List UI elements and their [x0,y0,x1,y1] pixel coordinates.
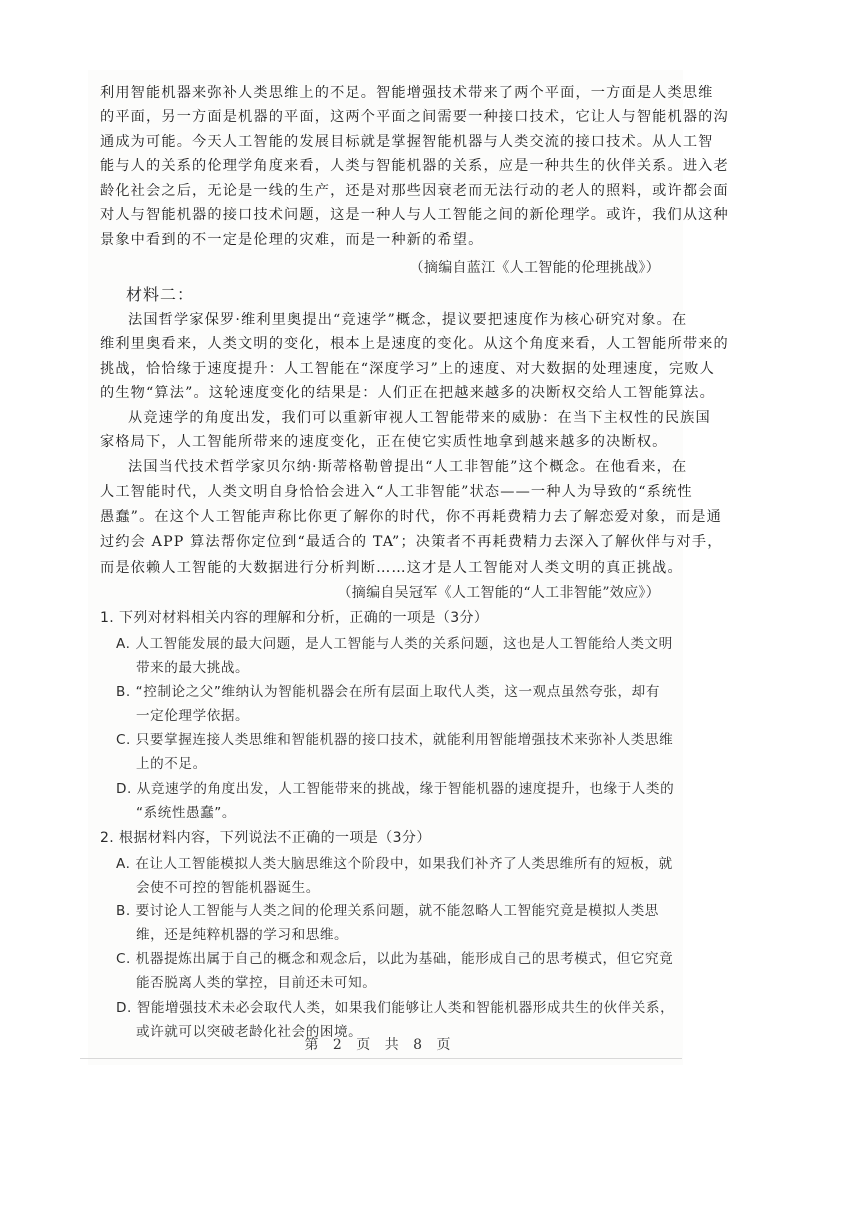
question2-option-b-cont: 维，还是纯粹机器的学习和思维。 [136,927,349,943]
question2-option-a-cont: 会使不可控的智能机器诞生。 [136,880,320,896]
question2-option-b: B. 要讨论人工智能与人类之间的伦理关系问题，就不能忽略人工智能究竟是模拟人类思 [116,903,659,919]
material1-line: 能与人的关系的伦理学角度来看，人类与智能机器的关系，应是一种共生的伙伴关系。进入老 [100,158,729,174]
question2-stem: 2. 根据材料内容，下列说法不正确的一项是（3分） [100,830,431,846]
bottom-divider [80,1058,682,1059]
material2-line: 的生物“算法”。这轮速度变化的结果是：人们正在把越来越多的决断权交给人工智能算法。 [100,385,715,401]
material1-line: 对人与智能机器的接口技术问题，这是一种人与人工智能之间的新伦理学。或许，我们从这种 [100,207,729,223]
question2-option-c: C. 机器提炼出属于自己的概念和观念后，以此为基础，能形成自己的思考模式，但它究竟 [116,951,674,967]
material2-source: （摘编自吴冠军《人工智能的“人工非智能”效应》） [337,585,660,601]
material2-heading: 材料二： [126,285,195,304]
material2-line: 而是依赖人工智能的大数据进行分析判断……这才是人工智能对人类文明的真正挑战。 [100,560,683,576]
material2-line: 过约会 APP 算法帮你定位到“最适合的 TA”；决策者不再耗费精力去深入了解伙伴与对手， [100,534,723,550]
question1-stem: 1. 下列对材料相关内容的理解和分析，正确的一项是（3分） [100,610,489,626]
question1-option-b-cont: 一定伦理学依据。 [136,708,250,724]
material2-line: 法国当代技术哲学家贝尔纳·斯蒂格勒曾提出“人工非智能”这个概念。在他看来，在 [128,459,688,475]
material1-line: 景象中看到的不一定是伦理的灾难，而是一种新的希望。 [100,232,484,248]
question2-option-c-cont: 能否脱离人类的掌控，目前还未可知。 [136,975,377,991]
question1-option-a-cont: 带来的最大挑战。 [136,660,250,676]
material2-line: 愚蠢”。在这个人工智能声称比你更了解你的时代，你不再耗费精力去了解恋爱对象，而是通 [100,509,722,525]
material2-line: 法国哲学家保罗·维利里奥提出“竞速学”概念，提议要把速度作为核心研究对象。在 [128,312,688,328]
question1-option-b: B. “控制论之父”维纳认为智能机器会在所有层面上取代人类，这一观点虽然夸张，却有 [116,684,660,700]
question1-option-d-cont: “系统性愚蠢”。 [136,805,237,821]
question2-option-d-cont: 或许就可以突破老龄化社会的困境。 [136,1024,363,1040]
material2-line: 维利里奥看来，人类文明的变化，根本上是速度的变化。从这个角度来看，人工智能所带来的 [100,336,729,352]
material1-line: 利用智能机器来弥补人类思维上的不足。智能增强技术带来了两个平面，一方面是人类思维 [100,85,714,101]
material2-line: 挑战，恰恰缘于速度提升：人工智能在“深度学习”上的速度、对大数据的处理速度，完败人 [100,361,715,377]
material1-line: 龄化社会之后，无论是一线的生产，还是对那些因衰老而无法行动的老人的照料，或许都会面 [100,183,729,199]
question1-option-c-cont: 上的不足。 [136,756,207,772]
question1-option-a: A. 人工智能发展的最大问题，是人工智能与人类的关系问题，这也是人工智能给人类文明 [116,636,673,652]
page-number: 第 2 页 共 8 页 [304,1037,456,1053]
question2-option-d: D. 智能增强技术未必会取代人类，如果我们能够让人类和智能机器形成共生的伙伴关系， [116,1000,675,1016]
material2-line: 人工智能时代，人类文明自身恰恰会进入“人工非智能”状态——一种人为导致的“系统性 [100,484,693,500]
material1-line: 的平面，另一方面是机器的平面，这两个平面之间需要一种接口技术，它让人与智能机器的沟 [100,109,729,125]
question1-option-d: D. 从竞速学的角度出发，人工智能带来的挑战，缘于智能机器的速度提升，也缘于人类的 [116,781,675,797]
material2-line: 从竞速学的角度出发，我们可以重新审视人工智能带来的威胁：在当下主权性的民族国 [128,410,711,426]
question2-option-a: A. 在让人工智能模拟人类大脑思维这个阶段中，如果我们补齐了人类思维所有的短板，就 [116,856,673,872]
material1-source: （摘编自蓝江《人工智能的伦理挑战》） [409,260,660,276]
material2-line: 家格局下，人工智能所带来的速度变化，正在使它实质性地拿到越来越多的决断权。 [100,434,668,450]
material1-line: 通成为可能。今天人工智能的发展目标就是掌握智能机器与人类交流的接口技术。从人工智 [100,134,714,150]
question1-option-c: C. 只要掌握连接人类思维和智能机器的接口技术，就能利用智能增强技术来弥补人类思维 [116,732,674,748]
